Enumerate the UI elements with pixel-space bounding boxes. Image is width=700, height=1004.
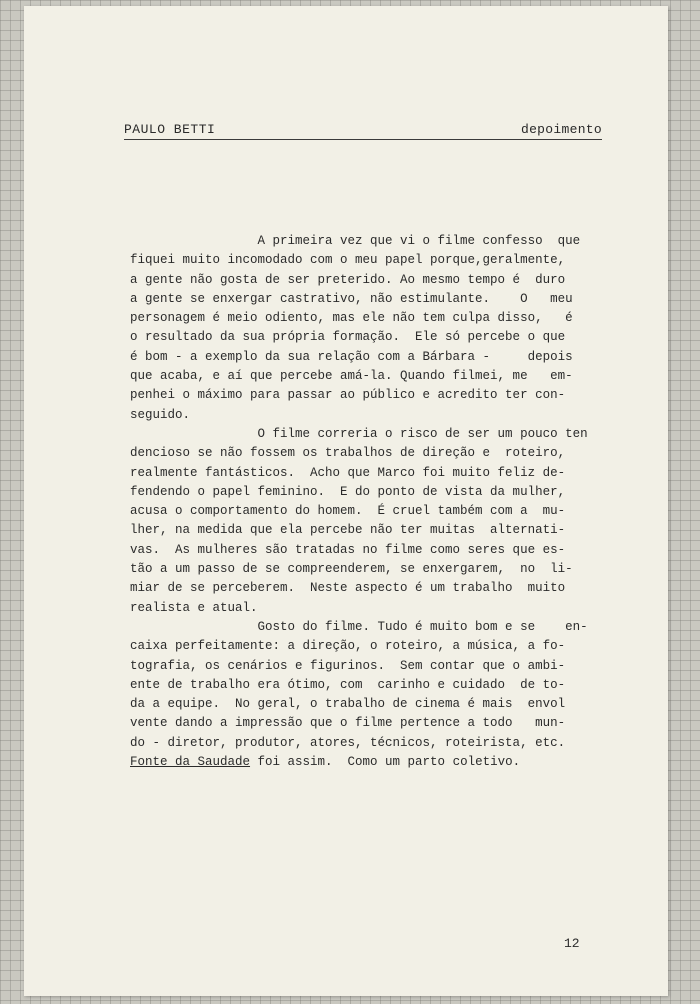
- text-line: lher, na medida que ela percebe não ter muitas alternati-: [130, 523, 566, 538]
- header-rule: [124, 139, 602, 140]
- text-line: ente de trabalho era ótimo, com carinho e cuidado de to-: [130, 677, 566, 692]
- text-line: é bom - a exemplo da sua relação com a Bárbara - depois: [130, 349, 573, 364]
- text-line: caixa perfeitamente: a direção, o roteiro, a música, a fo-: [130, 639, 566, 654]
- text-line: fendendo o papel feminino. E do ponto de vista da mulher,: [130, 484, 566, 499]
- author-name: PAULO BETTI: [124, 122, 216, 137]
- final-sentence: foi assim. Como um parto coletivo.: [250, 755, 521, 770]
- text-line: da a equipe. No geral, o trabalho de cinema é mais envol: [130, 697, 566, 712]
- text-line: miar de se perceberem. Neste aspecto é um trabalho muito: [130, 581, 566, 596]
- text-line: dencioso se não fossem os trabalhos de direção e roteiro,: [130, 446, 566, 461]
- text-line-final: [130, 753, 610, 772]
- text-line: do - diretor, produtor, atores, técnicos, roteirista, etc.: [130, 735, 566, 750]
- text-line: tografia, os cenários e figurinos. Sem contar que o ambi-: [130, 658, 566, 673]
- document-type-label: depoimento: [520, 122, 602, 137]
- text-line: Gosto do filme. Tudo é muito bom e se en-: [130, 619, 588, 634]
- text-line: A primeira vez que vi o filme confesso que: [130, 234, 581, 248]
- statement-text: [130, 232, 610, 772]
- text-line: a gente se enxergar castrativo, não estimulante. O meu: [130, 291, 573, 306]
- text-line: que acaba, e aí que percebe amá-la. Quando filmei, me em-: [130, 369, 573, 384]
- page-header: [124, 122, 602, 142]
- text-line: fiquei muito incomodado com o meu papel porque,geralmente,: [130, 253, 566, 268]
- document-page: [24, 6, 668, 996]
- text-line: realmente fantásticos. Acho que Marco foi muito feliz de-: [130, 465, 566, 480]
- text-line: personagem é meio odiento, mas ele não tem culpa disso, é: [130, 311, 573, 326]
- text-line: O filme correria o risco de ser um pouco ten: [130, 426, 588, 441]
- text-line: realista e atual.: [130, 600, 258, 615]
- text-line: penhei o máximo para passar ao público e acredito ter con-: [130, 388, 566, 403]
- text-line: a gente não gosta de ser preterido. Ao mesmo tempo é duro: [130, 272, 566, 287]
- text-line: tão a um passo de se compreenderem, se enxergarem, no li-: [130, 562, 573, 577]
- text-line: o resultado da sua própria formação. Ele só percebe o que: [130, 330, 566, 345]
- text-line: vente dando a impressão que o filme pertence a todo mun-: [130, 716, 566, 731]
- film-title: Fonte da Saudade: [130, 755, 251, 770]
- text-line: acusa o comportamento do homem. É cruel também com a mu-: [130, 504, 566, 519]
- text-line: vas. As mulheres são tratadas no filme como seres que es-: [130, 542, 566, 557]
- text-line: seguido.: [130, 407, 191, 422]
- page-number: 12: [564, 936, 580, 951]
